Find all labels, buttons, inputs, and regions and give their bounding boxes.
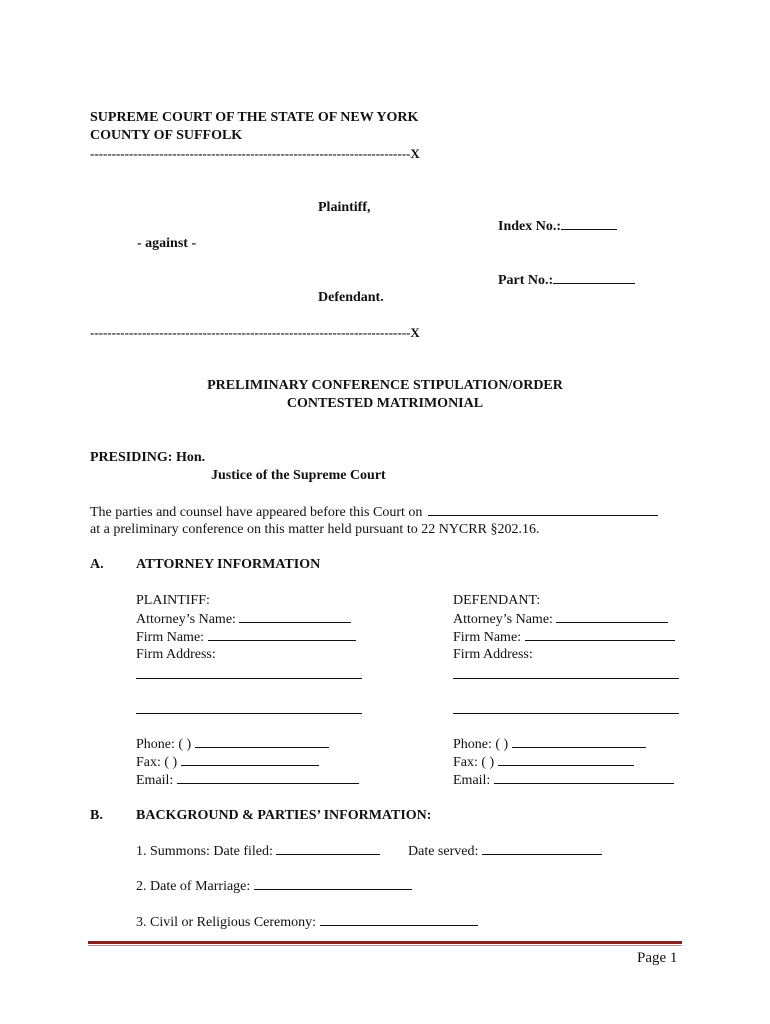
- appearance-text: The parties and counsel have appeared before this Court on: [90, 505, 423, 520]
- fax-label: Fax: ( ): [136, 755, 178, 770]
- presiding-label: PRESIDING: Hon.: [90, 450, 206, 465]
- attorney-name-label: Attorney’s Name:: [136, 612, 236, 627]
- defendant-email-blank[interactable]: [494, 771, 674, 784]
- defendant-firm-name-field[interactable]: [453, 628, 675, 647]
- firm-name-label: Firm Name:: [453, 630, 522, 645]
- plaintiff-fax-blank[interactable]: [181, 753, 319, 766]
- footer-rule: [88, 941, 682, 944]
- ceremony-type-label: 3. Civil or Religious Ceremony:: [136, 915, 317, 930]
- phone-label: Phone: ( ): [453, 737, 509, 752]
- page-number: Page 1: [637, 950, 678, 966]
- plaintiff-address-line-2[interactable]: [136, 713, 362, 714]
- plaintiff-firm-name-field[interactable]: [136, 628, 356, 647]
- plaintiff-firm-name-blank[interactable]: [208, 628, 356, 641]
- section-a-heading: ATTORNEY INFORMATION: [136, 557, 321, 572]
- defendant-fax-blank[interactable]: [498, 753, 634, 766]
- conference-statement: at a preliminary conference on this matter held pursuant to 22 NYCRR §202.16.: [90, 522, 540, 537]
- plaintiff-firm-address-label: Firm Address:: [136, 647, 216, 662]
- defendant-attorney-heading: DEFENDANT:: [453, 593, 541, 608]
- summons-date-filed-label: 1. Summons: Date filed:: [136, 844, 273, 859]
- ceremony-type-blank[interactable]: [320, 913, 478, 926]
- justice-title: Justice of the Supreme Court: [211, 468, 386, 483]
- defendant-label: Defendant.: [318, 290, 384, 305]
- email-label: Email:: [453, 773, 491, 788]
- defendant-firm-address-label: Firm Address:: [453, 647, 533, 662]
- defendant-attorney-name-blank[interactable]: [556, 610, 668, 623]
- appearance-date-field[interactable]: [90, 503, 658, 522]
- index-number-label: Index No.:: [498, 219, 562, 234]
- fax-label: Fax: ( ): [453, 755, 495, 770]
- index-number-field[interactable]: [498, 217, 617, 236]
- footer-rule-shadow: [88, 945, 682, 946]
- summons-date-filed-blank[interactable]: [276, 842, 380, 855]
- summons-date-served-blank[interactable]: [482, 842, 602, 855]
- plaintiff-email-blank[interactable]: [177, 771, 359, 784]
- part-number-label: Part No.:: [498, 273, 554, 288]
- part-number-blank[interactable]: [553, 271, 635, 284]
- plaintiff-address-line-1[interactable]: [136, 678, 362, 679]
- marriage-date-blank[interactable]: [254, 877, 412, 890]
- plaintiff-phone-field[interactable]: [136, 735, 329, 754]
- marriage-date-field[interactable]: [136, 877, 412, 896]
- phone-label: Phone: ( ): [136, 737, 192, 752]
- defendant-attorney-name-field[interactable]: [453, 610, 668, 629]
- defendant-phone-field[interactable]: [453, 735, 646, 754]
- defendant-email-field[interactable]: [453, 771, 674, 790]
- against-label: - against -: [137, 236, 197, 251]
- date-served-label: Date served:: [408, 844, 479, 859]
- plaintiff-label: Plaintiff,: [318, 200, 371, 215]
- plaintiff-phone-blank[interactable]: [195, 735, 329, 748]
- defendant-address-line-1[interactable]: [453, 678, 679, 679]
- marriage-date-label: 2. Date of Marriage:: [136, 879, 251, 894]
- appearance-date-blank[interactable]: [428, 503, 658, 516]
- section-b-heading: BACKGROUND & PARTIES’ INFORMATION:: [136, 808, 432, 823]
- email-label: Email:: [136, 773, 174, 788]
- defendant-fax-field[interactable]: [453, 753, 634, 772]
- plaintiff-attorney-heading: PLAINTIFF:: [136, 593, 210, 608]
- document-title-line1: PRELIMINARY CONFERENCE STIPULATION/ORDER: [207, 378, 563, 393]
- part-number-field[interactable]: [498, 271, 635, 290]
- ceremony-type-field[interactable]: [136, 913, 478, 932]
- plaintiff-attorney-name-blank[interactable]: [239, 610, 351, 623]
- plaintiff-email-field[interactable]: [136, 771, 359, 790]
- firm-name-label: Firm Name:: [136, 630, 205, 645]
- caption-divider-top: --------------------------------------------------------------------------X: [90, 146, 420, 161]
- index-number-blank[interactable]: [561, 217, 617, 230]
- county-line: COUNTY OF SUFFOLK: [90, 128, 243, 143]
- document-title-line2: CONTESTED MATRIMONIAL: [286, 396, 484, 411]
- summons-date-filed-field[interactable]: [136, 842, 380, 861]
- plaintiff-attorney-name-field[interactable]: [136, 610, 351, 629]
- caption-divider-bottom: --------------------------------------------------------------------------X: [90, 325, 420, 340]
- section-b-letter: B.: [90, 808, 103, 823]
- defendant-firm-name-blank[interactable]: [525, 628, 675, 641]
- summons-date-served-field[interactable]: [408, 842, 602, 861]
- attorney-name-label: Attorney’s Name:: [453, 612, 553, 627]
- section-a-letter: A.: [90, 557, 104, 572]
- defendant-phone-blank[interactable]: [512, 735, 646, 748]
- defendant-address-line-2[interactable]: [453, 713, 679, 714]
- plaintiff-fax-field[interactable]: [136, 753, 319, 772]
- court-name-line: SUPREME COURT OF THE STATE OF NEW YORK: [90, 110, 419, 125]
